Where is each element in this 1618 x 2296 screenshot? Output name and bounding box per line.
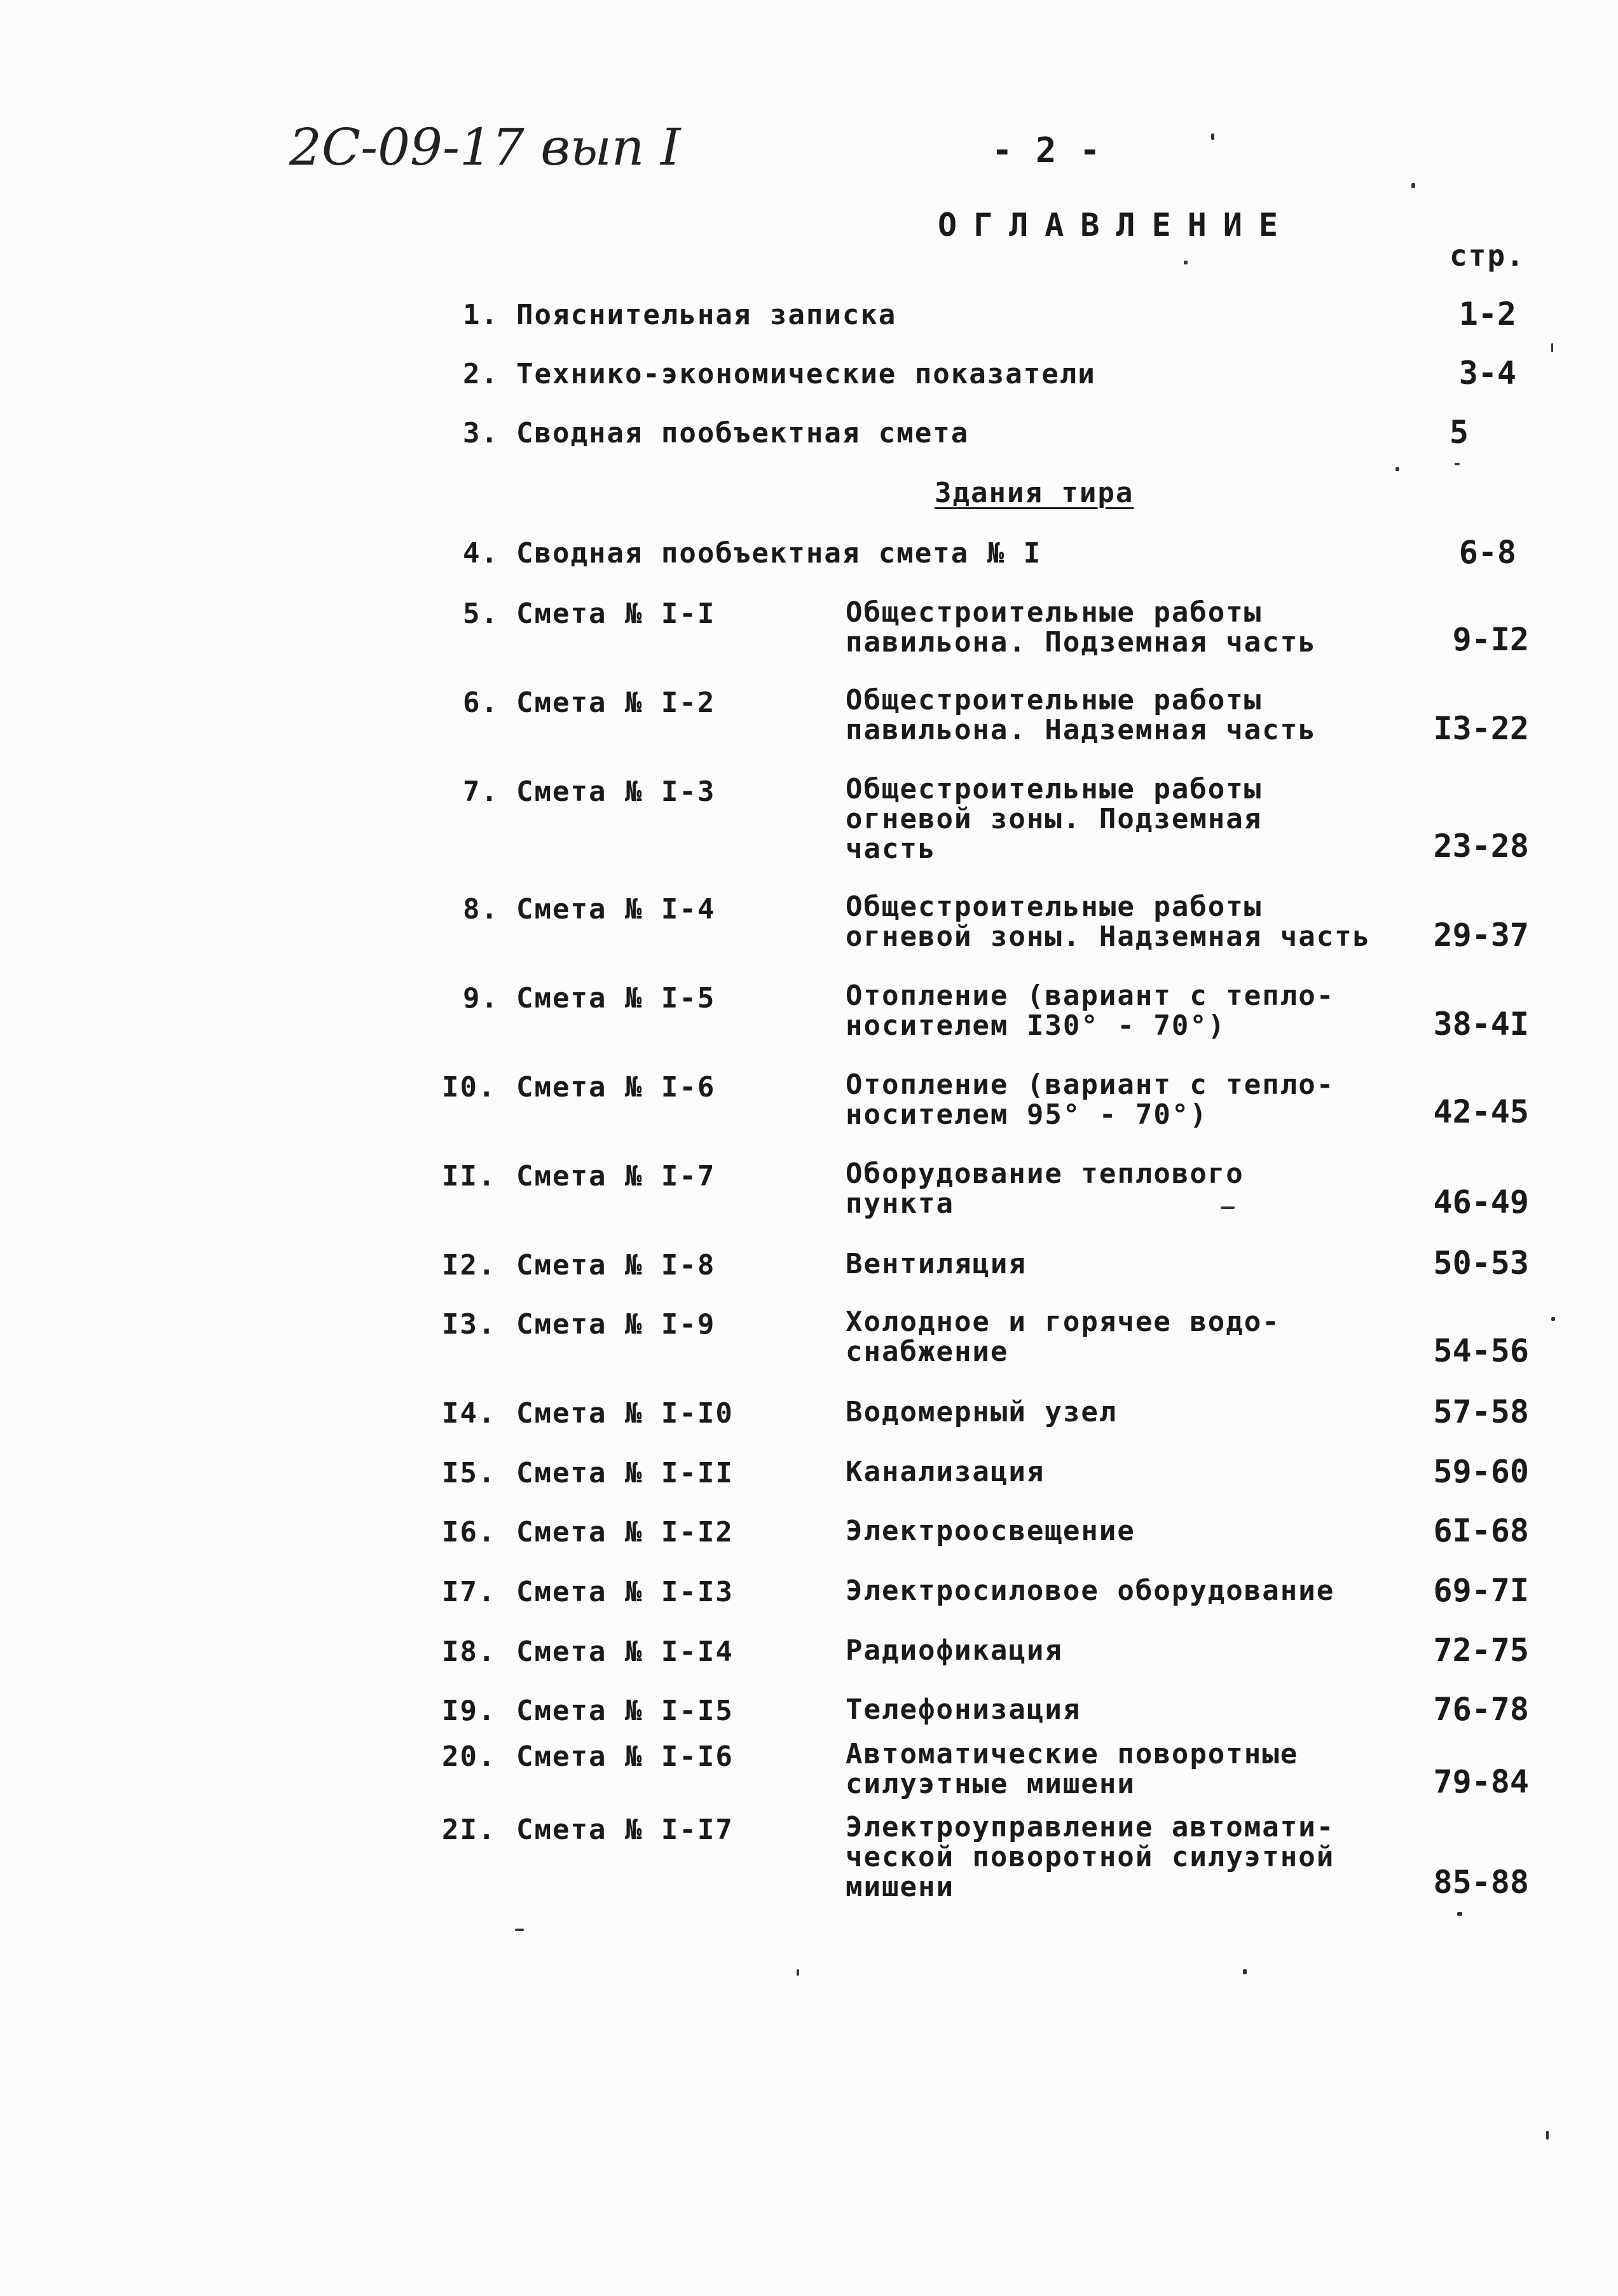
scan-speck <box>1243 1969 1247 1974</box>
entry-name: Смета № I-6 <box>516 1071 716 1104</box>
entry-pages: 79-84 <box>1433 1763 1529 1800</box>
entry-description: Холодное и горячее водо- снабжение <box>846 1306 1280 1368</box>
entry-description: Общестроительные работы огневой зоны. Подземная часть <box>846 773 1263 865</box>
entry-name: Смета № I-I7 <box>516 1814 734 1846</box>
entry-number: I3. <box>442 1308 497 1341</box>
entry-pages: 42-45 <box>1433 1093 1529 1130</box>
entry-number: I6. <box>442 1516 497 1548</box>
entry-pages: 69-7I <box>1433 1572 1529 1609</box>
entry-description: Канализация <box>846 1456 1045 1488</box>
scan-speck <box>1395 467 1399 471</box>
entry-number: 20. <box>442 1740 497 1773</box>
scan-speck <box>1184 261 1188 264</box>
entry-number: 9. <box>463 982 499 1015</box>
entry-pages: 38-4I <box>1433 1006 1529 1042</box>
entry-name: Смета № I-4 <box>516 893 716 926</box>
scan-speck <box>1546 2131 1549 2140</box>
entry-pages: 1-2 <box>1458 296 1516 332</box>
entry-description: Общестроительные работы павильона. Подземная часть <box>846 596 1317 659</box>
pages-column-label: стр. <box>1450 238 1525 273</box>
entry-pages: 54-56 <box>1433 1332 1529 1369</box>
entry-number: I5. <box>442 1457 497 1489</box>
entry-name: Смета № I-I <box>516 598 716 630</box>
entry-number: 1. <box>463 299 499 331</box>
entry-number: I8. <box>442 1636 497 1668</box>
entry-name: Смета № I-7 <box>516 1160 716 1192</box>
entry-number: 2. <box>463 358 499 390</box>
entry-number: I0. <box>442 1071 497 1104</box>
entry-name: Смета № I-I0 <box>516 1397 734 1430</box>
scan-speck <box>1411 183 1415 188</box>
entry-number: I7. <box>442 1576 497 1608</box>
entry-pages: 46-49 <box>1433 1184 1529 1220</box>
scan-speck <box>1211 133 1214 140</box>
entry-pages: 23-28 <box>1433 828 1529 864</box>
entry-pages: 72-75 <box>1433 1632 1529 1669</box>
entry-pages: 29-37 <box>1433 917 1529 953</box>
entry-pages: 59-60 <box>1433 1453 1529 1490</box>
entry-number: I9. <box>442 1695 497 1727</box>
entry-name: Смета № I-I6 <box>516 1740 734 1773</box>
scan-speck <box>1221 1206 1235 1209</box>
entry-description: Вентиляция <box>846 1248 1027 1280</box>
entry-name: Смета № I-9 <box>516 1308 716 1341</box>
entry-description: Автоматические поворотные силуэтные мишени <box>846 1738 1299 1800</box>
entry-name: Смета № I-II <box>516 1457 734 1489</box>
entry-number: 5. <box>463 598 499 630</box>
entry-name: Смета № I-8 <box>516 1249 716 1281</box>
entry-pages: 76-78 <box>1433 1691 1529 1728</box>
entry-name: Смета № I-5 <box>516 982 716 1015</box>
entry-number: 8. <box>463 893 499 926</box>
entry-name: Смета № I-3 <box>516 776 716 808</box>
page-title: ОГЛАВЛЕНИЕ <box>938 207 1295 243</box>
entry-name: Смета № I-I4 <box>516 1636 734 1668</box>
entry-pages: 5 <box>1449 414 1469 451</box>
entry-pages: 85-88 <box>1433 1864 1529 1901</box>
entry-description: Водомерный узел <box>846 1396 1118 1428</box>
entry-description: Электроосвещение <box>846 1515 1135 1547</box>
entry-pages: 9-I2 <box>1452 621 1529 658</box>
entry-description: Электросиловое оборудование <box>846 1575 1335 1607</box>
entry-pages: 3-4 <box>1458 355 1516 392</box>
scan-speck <box>1455 463 1460 465</box>
entry-pages: 50-53 <box>1433 1245 1529 1281</box>
entry-name: Пояснительная записка <box>516 299 897 331</box>
entry-description: Общестроительные работы огневой зоны. Надземная часть <box>846 891 1371 953</box>
entry-name: Смета № I-2 <box>516 687 716 719</box>
entry-pages: I3-22 <box>1433 710 1529 747</box>
entry-description: Телефонизация <box>846 1693 1081 1726</box>
entry-description: Отопление (вариант с тепло- носителем 95° - 70°) <box>846 1069 1335 1131</box>
entry-name: Смета № I-I3 <box>516 1576 734 1608</box>
scan-speck <box>1551 1317 1555 1321</box>
entry-name: Сводная пообъектная смета № I <box>516 537 1042 570</box>
entry-number: 4. <box>463 537 499 570</box>
entry-description: Отопление (вариант с тепло- носителем I30° - 70°) <box>846 980 1335 1042</box>
entry-number: 7. <box>463 776 499 808</box>
entry-number: I4. <box>442 1397 497 1430</box>
handwritten-document-code: 2С-09-17 вып I <box>289 118 681 177</box>
entry-description: Оборудование теплового пункта <box>846 1158 1244 1220</box>
entry-description: Электроуправление автомати- ческой поворотной силуэтной мишени <box>846 1811 1335 1903</box>
entry-pages: 6I-68 <box>1433 1512 1529 1549</box>
page-number: - 2 - <box>992 130 1102 170</box>
section-heading: Здания тира <box>935 477 1134 509</box>
entry-name: Сводная пообъектная смета <box>516 417 970 449</box>
entry-number: II. <box>442 1160 497 1192</box>
entry-pages: 57-58 <box>1433 1393 1529 1430</box>
entry-name: Смета № I-I5 <box>516 1695 734 1727</box>
scan-speck <box>1551 343 1553 352</box>
entry-number: 2I. <box>442 1814 497 1846</box>
entry-description: Радиофикация <box>846 1634 1063 1667</box>
entry-pages: 6-8 <box>1458 534 1516 571</box>
scan-speck <box>797 1969 799 1976</box>
entry-name: Смета № I-I2 <box>516 1516 734 1548</box>
entry-number: 3. <box>463 417 499 449</box>
entry-description: Общестроительные работы павильона. Надземная часть <box>846 684 1317 746</box>
entry-name: Технико-экономические показатели <box>516 358 1096 390</box>
entry-number: I2. <box>442 1249 497 1281</box>
entry-number: 6. <box>463 687 499 719</box>
scan-speck <box>515 1929 524 1931</box>
scan-speck <box>1457 1912 1462 1916</box>
